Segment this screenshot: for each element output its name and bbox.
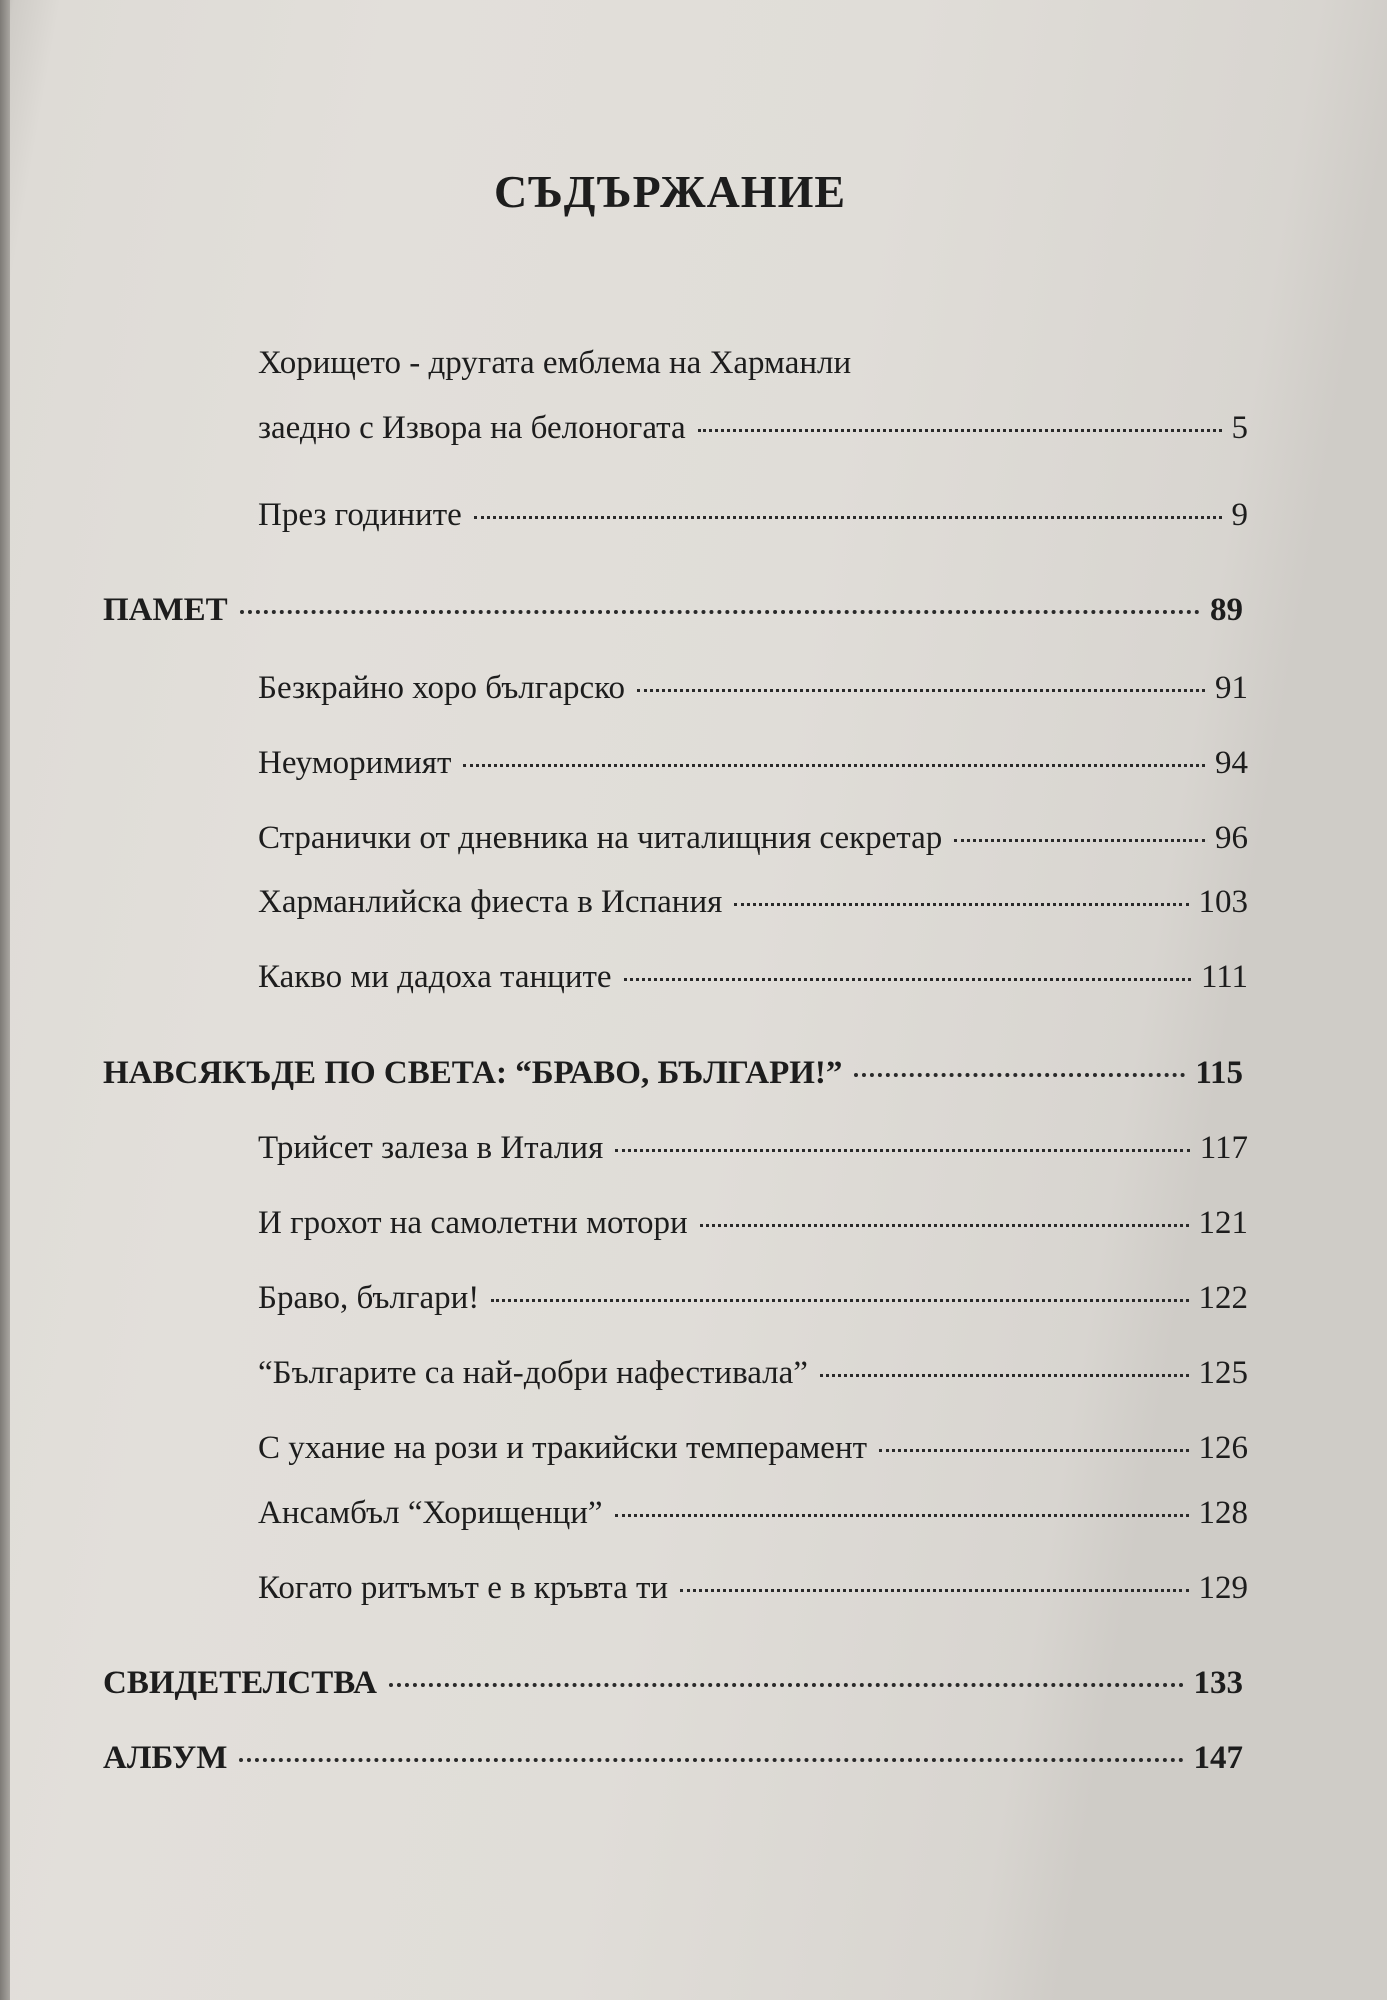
toc-entry [258, 959, 1248, 996]
toc-entry-page: 122 [1198, 1280, 1248, 1316]
toc-entry [258, 820, 1248, 857]
toc-entry-label: И грохот на самолетни мотори [258, 1205, 688, 1241]
leader-dots [240, 610, 1200, 614]
toc-section-page: 115 [1195, 1055, 1243, 1091]
toc-entry-page: 111 [1200, 959, 1248, 995]
toc-entry [258, 1355, 1248, 1392]
leader-dots [615, 1149, 1189, 1152]
leader-dots [700, 1224, 1189, 1227]
toc-entry-intro [258, 410, 1248, 447]
toc-entry-page: 117 [1199, 1130, 1248, 1166]
toc-entry-page: 9 [1231, 497, 1248, 533]
toc-entry [258, 1430, 1248, 1467]
toc-entry [258, 670, 1248, 707]
toc-section [103, 1665, 1243, 1702]
toc-entry-page: 5 [1231, 410, 1248, 446]
leader-dots [615, 1514, 1189, 1517]
toc-section [103, 1740, 1243, 1777]
toc-section-page: 147 [1193, 1740, 1243, 1776]
toc-section-label: ПАМЕТ [103, 592, 228, 628]
leader-dots [854, 1073, 1185, 1077]
toc-entry-label: Неуморимият [258, 745, 452, 781]
toc-entry [258, 1205, 1248, 1242]
toc-entry-label: Когато ритъмът е в кръвта ти [258, 1570, 669, 1606]
toc-entry-label: Трийсет залеза в Италия [258, 1130, 604, 1166]
toc-entry-page: 96 [1215, 820, 1248, 856]
toc-entry-page: 128 [1198, 1495, 1248, 1531]
toc-entry-page: 126 [1198, 1430, 1248, 1466]
toc-section-page: 133 [1193, 1665, 1243, 1701]
toc-section [103, 1055, 1243, 1092]
toc-entry-page: 121 [1198, 1205, 1248, 1241]
toc-entry [258, 1495, 1248, 1532]
toc-entry [258, 1130, 1248, 1167]
toc-entry-label: Безкрайно хоро българско [258, 670, 625, 706]
toc-entry-label: Браво, българи! [258, 1280, 480, 1316]
leader-dots [734, 903, 1188, 906]
toc-entry-page: 91 [1215, 670, 1248, 706]
leader-dots [474, 516, 1222, 519]
leader-dots [698, 429, 1222, 432]
toc-entry [258, 497, 1248, 534]
leader-dots [239, 1758, 1183, 1762]
toc-section-label: АЛБУМ [103, 1740, 228, 1776]
toc-entry-page: 125 [1198, 1355, 1248, 1391]
book-spine-shadow [0, 0, 10, 2000]
toc-entry-label: “Българите са най-добри нафестивала” [258, 1355, 808, 1391]
leader-dots [624, 978, 1191, 981]
toc-entry-label: Ансамбъл “Хорищенци” [258, 1495, 603, 1531]
leader-dots [954, 839, 1205, 842]
toc-entry [258, 745, 1248, 782]
toc-entry [258, 884, 1248, 921]
toc-section-label: НАВСЯКЪДЕ ПО СВЕТА: “БРАВО, БЪЛГАРИ!” [103, 1055, 843, 1091]
toc-entry-label: Какво ми дадоха танците [258, 959, 612, 995]
leader-dots [879, 1449, 1188, 1452]
toc-entry-label: През годините [258, 497, 462, 533]
leader-dots [491, 1299, 1188, 1302]
toc-entry [258, 1280, 1248, 1317]
leader-dots [463, 764, 1205, 767]
leader-dots [820, 1374, 1189, 1377]
toc-entry-label: Харманлийска фиеста в Испания [258, 884, 723, 920]
leader-dots [389, 1683, 1183, 1687]
leader-dots [637, 689, 1205, 692]
toc-entry-page: 103 [1198, 884, 1248, 920]
toc-entry-page: 94 [1215, 745, 1248, 781]
toc-section [103, 592, 1243, 629]
toc-intro-line1: Хорището - другата емблема на Харманли [258, 345, 852, 381]
toc-entry-label: заедно с Извора на белоногата [258, 410, 686, 446]
toc-section-page: 89 [1210, 592, 1243, 628]
toc-entry [258, 1570, 1248, 1607]
toc-entry-page: 129 [1198, 1570, 1248, 1606]
toc-entry-label: Странички от дневника на читалищния секретар [258, 820, 943, 856]
toc-entry-label: С ухание на рози и тракийски темперамент [258, 1430, 868, 1466]
toc-section-label: СВИДЕТЕЛСТВА [103, 1665, 378, 1701]
page-title: СЪДЪРЖАНИЕ [493, 166, 847, 217]
leader-dots [680, 1589, 1188, 1592]
